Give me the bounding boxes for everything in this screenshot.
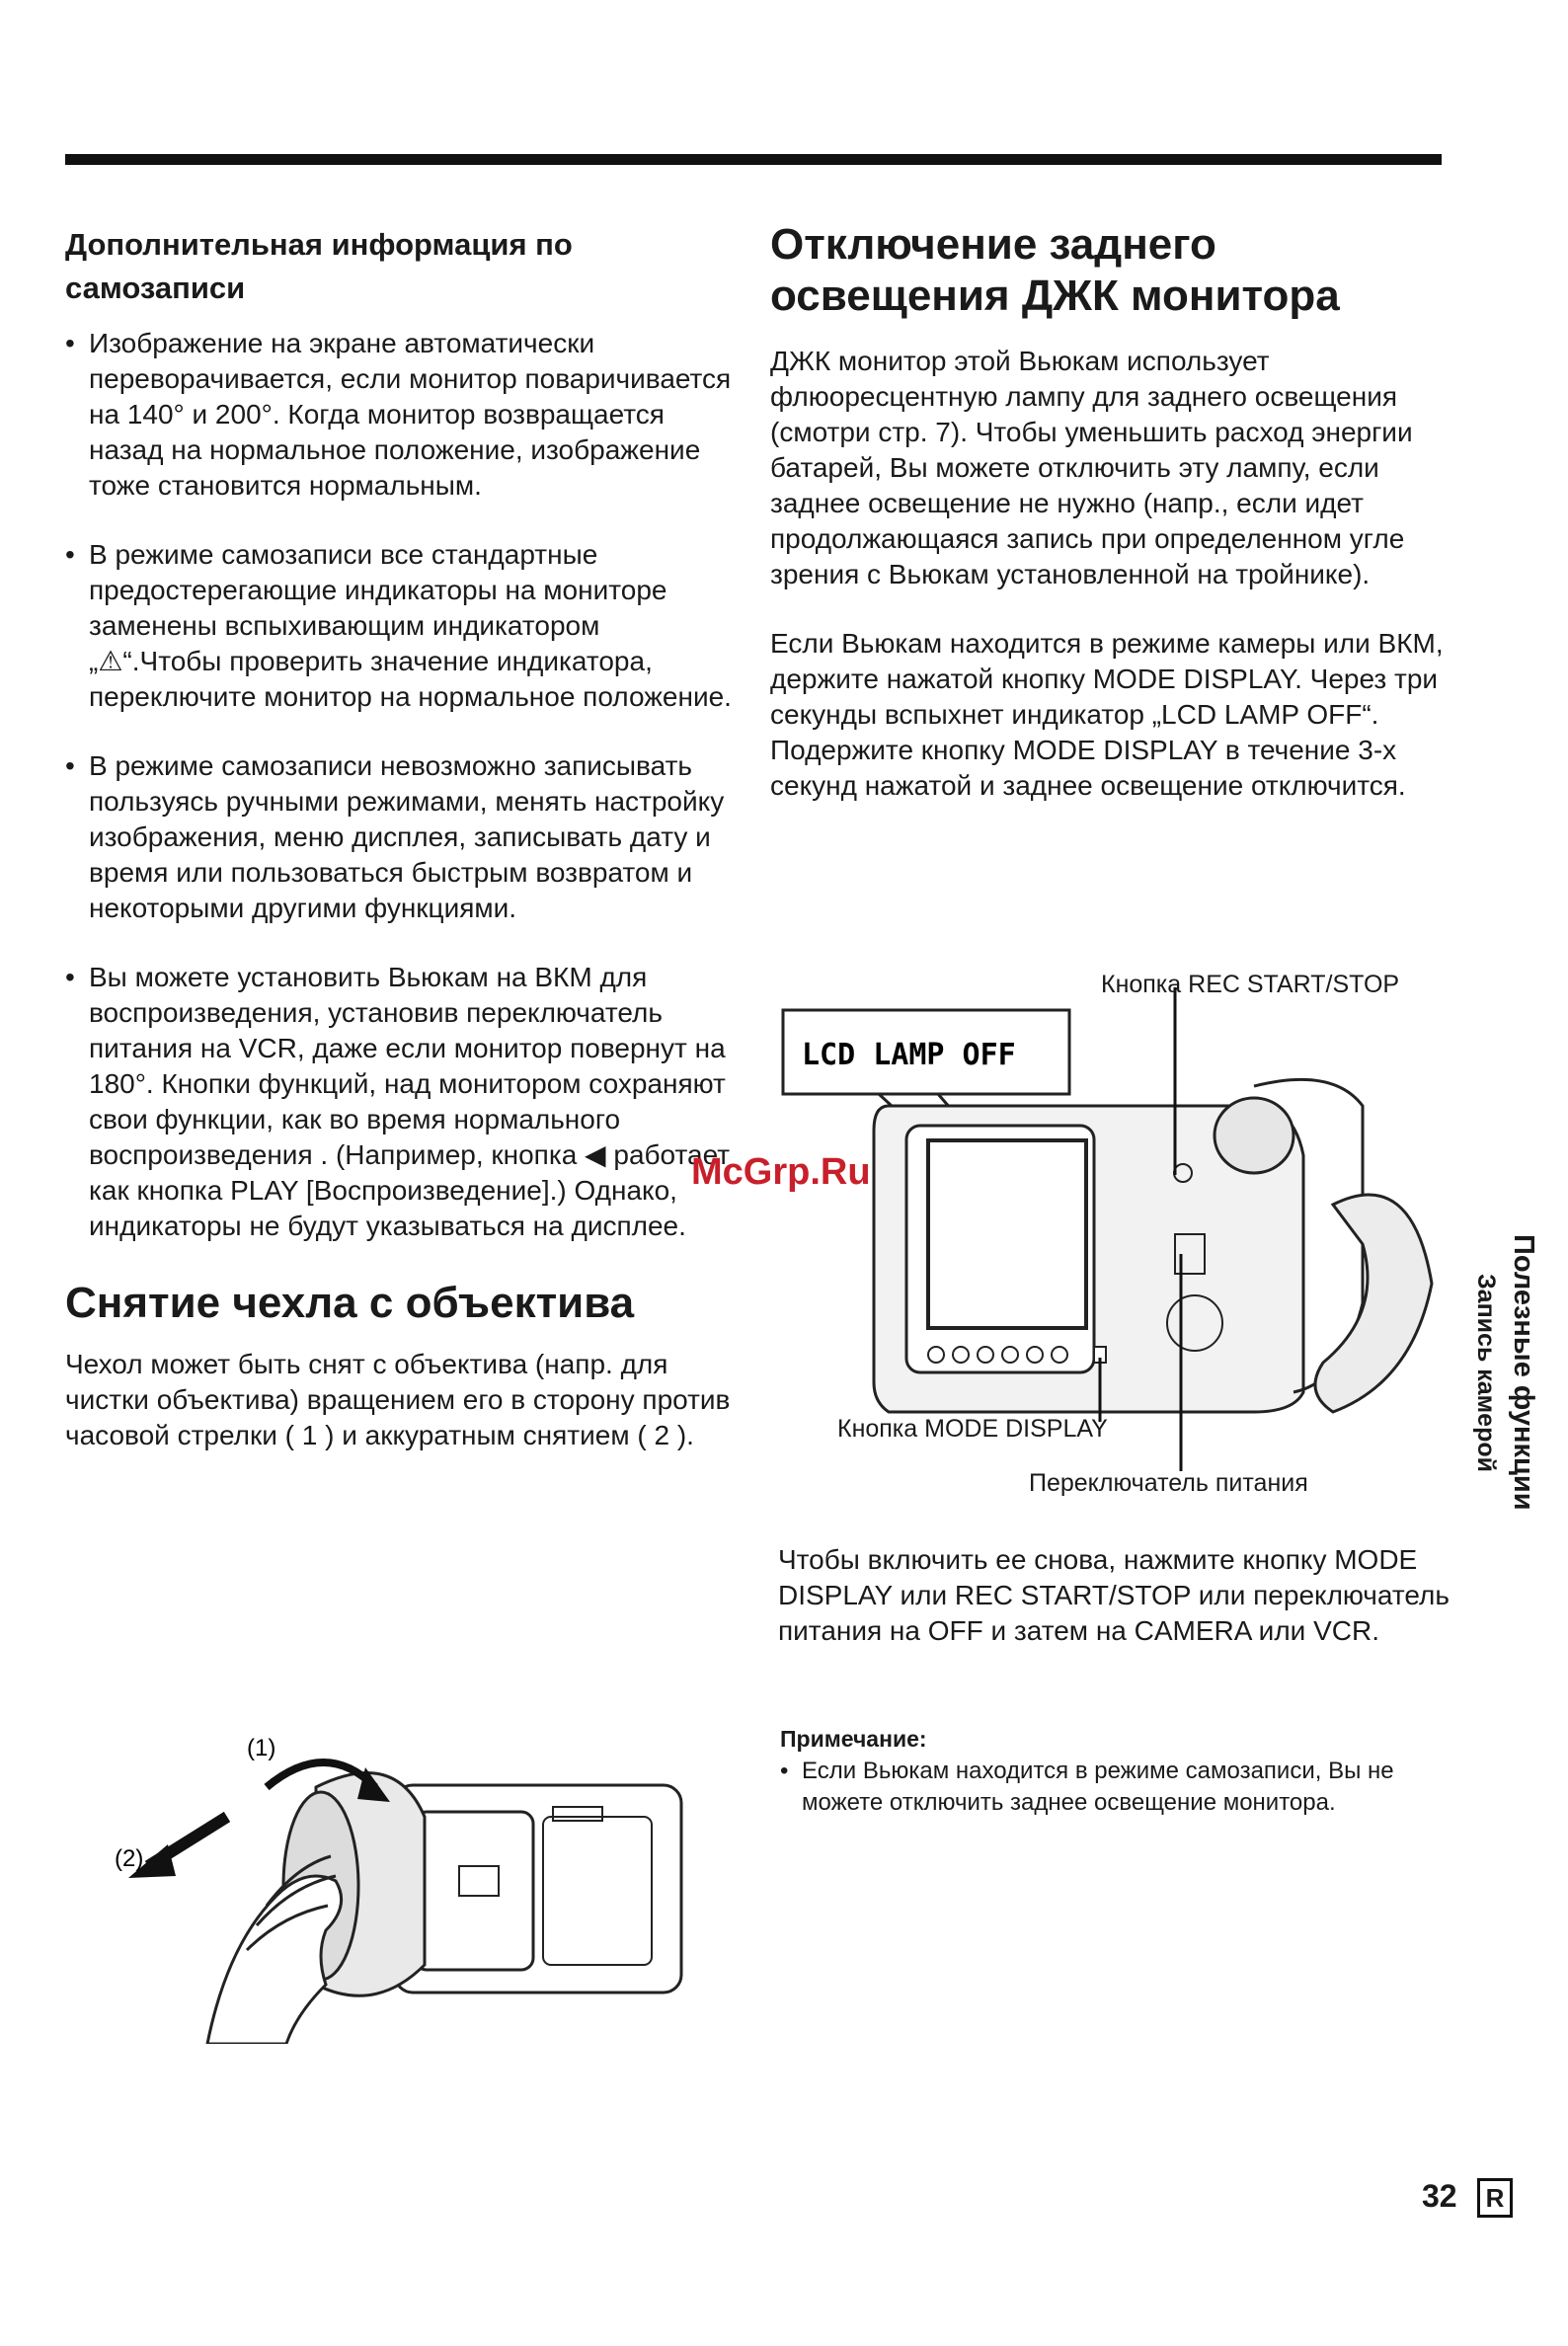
- right-column: [770, 219, 1451, 804]
- lens-cap-paragraph: Чехол может быть снят с объектива (напр. для чистки объектива) вращением его в сторону против часовой стрелки ( 1 ) и аккуратным снятием ( 2 ).: [65, 1349, 731, 1450]
- side-tab-main: Полезные функции: [1508, 1234, 1539, 1511]
- bullet-item: • Изображение на экране автоматически переворачивается, если монитор поваричивается на 140° и 200°. Когда монитор возвращается назад на нормальное положение, изображение тоже становится нормальным.: [65, 326, 737, 504]
- page-number: 32: [1422, 2178, 1457, 2214]
- backlight-paragraph-1: ДЖК монитор этой Вьюкам использует флюоресцентную лампу для заднего освещения (смотри стр. 7). Чтобы уменьшить расход энергии батарей, Вы можете отключить эту лампу, если заднее освещение не нужно (напр., если идет продолжающаяся запись при определенном угле зрения с Вьюкам установленной на тройнике).: [770, 346, 1413, 589]
- bullet-item: • Вы можете установить Вьюкам на ВКМ для воспроизведения, установив переключатель питания на VCR, даже если монитор повернут на 180°. Кнопки функций, над монитором сохраняют свои функции, как во время нормального воспроизведения . (Например, кнопка ◀ работает как кнопка PLAY [Воспроизведение].) Однако, индикаторы не будут указываться на дисплее.: [65, 960, 737, 1244]
- lens-cap-heading: Снятие чехла с объектива: [65, 1279, 635, 1327]
- region-badge: R: [1477, 2178, 1513, 2218]
- note-title: Примечание:: [780, 1726, 927, 1752]
- self-recording-subheading: Дополнительная информация по самозаписи: [65, 227, 573, 305]
- rec-start-stop-label: Кнопка REC START/STOP: [1101, 971, 1400, 998]
- camcorder-illustration: [780, 987, 1471, 1481]
- side-tab-sub: Запись камерой: [1472, 1274, 1500, 1472]
- bullet-item: • В режиме самозаписи невозможно записывать пользуясь ручными режимами, менять настройку изображения, меню дисплея, записывать дату и время или пользоваться быстрым возвратом и некоторыми другими функциями.: [65, 748, 737, 926]
- lcd-lamp-off-indicator: LCD LAMP OFF: [802, 1038, 1016, 1072]
- bullet-item: • В режиме самозаписи все стандартные предостерегающие индикаторы на мониторе заменены вспыхивающим индикатором „⚠“.Чтобы проверить значение индикатора, переключите монитор на нормальное положение.: [65, 537, 737, 715]
- lens-cap-illustration: [99, 1718, 711, 2044]
- figure-label-1: (1): [247, 1735, 276, 1761]
- watermark: McGrp.Ru: [691, 1151, 871, 1193]
- mode-display-label: Кнопка MODE DISPLAY: [837, 1415, 1108, 1443]
- side-tab: [1469, 1234, 1548, 1570]
- top-rule: [65, 154, 1442, 165]
- power-switch-label: Переключатель питания: [1029, 1469, 1308, 1497]
- note-text: • Если Вьюкам находится в режиме самозаписи, Вы не можете отключить заднее освещение монитора.: [780, 1756, 1434, 1819]
- backlight-paragraph-2: Если Вьюкам находится в режиме камеры или ВКМ, держите нажатой кнопку MODE DISPLAY. Через три секунды вспыхнет индикатор „LCD LAMP OFF“. Подержите кнопку MODE DISPLAY в течение 3-х секунд нажатой и заднее освещение отключится.: [770, 628, 1444, 801]
- figure-label-2: (2): [115, 1845, 144, 1872]
- backlight-heading: Отключение заднего освещения ДЖК монитора: [770, 220, 1340, 320]
- backlight-paragraph-3: Чтобы включить ее снова, нажмите кнопку MODE DISPLAY или REC START/STOP или переключатель питания на OFF и затем на CAMERA или VCR.: [778, 1544, 1450, 1646]
- self-recording-bullets: [65, 326, 737, 1244]
- left-column: [65, 223, 737, 1453]
